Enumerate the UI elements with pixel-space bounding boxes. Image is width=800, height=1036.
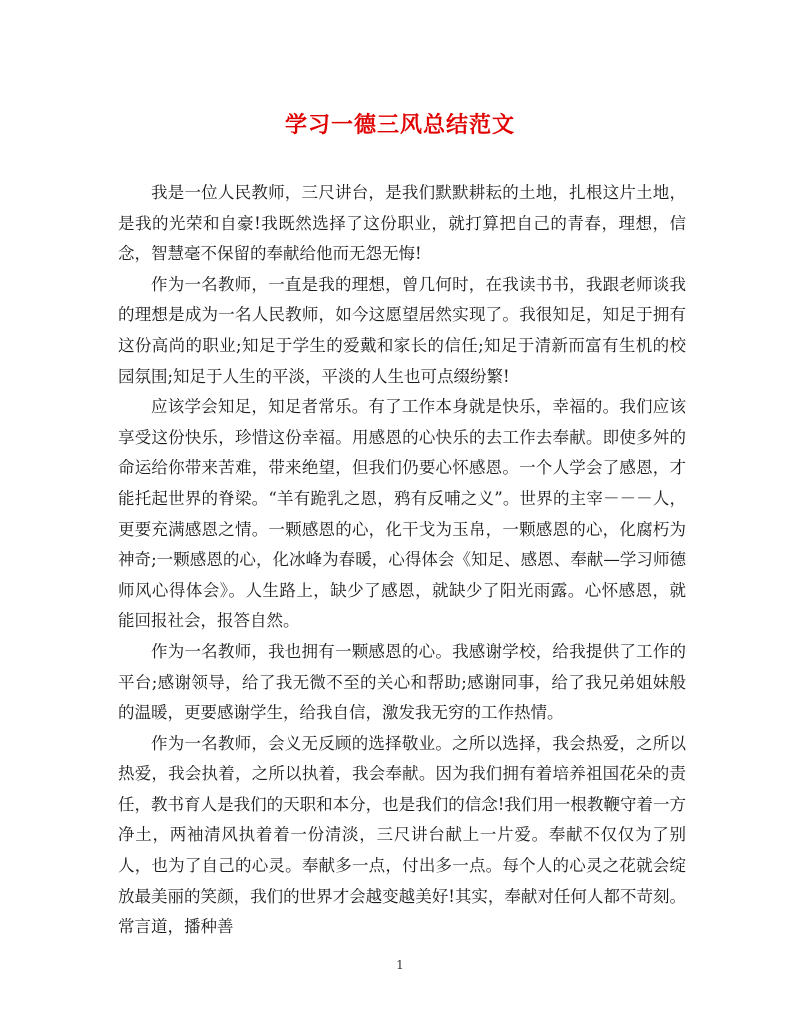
document-body	[118, 178, 686, 943]
document-title: 学习一德三风总结范文	[284, 113, 515, 138]
paragraph-4: 作为一名教师，我也拥有一颗感恩的心。我感谢学校，给我提供了工作的平台;感谢领导，给了我无微不至的关心和帮助;感谢同事，给了我兄弟姐妹般的温暖，更要感谢学生，给我自信，激发我无穷的工作热情。	[118, 641, 686, 723]
paragraph-1: 我是一位人民教师，三尺讲台，是我们默默耕耘的土地，扎根这片土地，是我的光荣和自豪!我既然选择了这份职业，就打算把自己的青春，理想，信念，智慧毫不保留的奉献给他而无怨无悔!	[118, 183, 686, 264]
paragraph-2: 作为一名教师，一直是我的理想，曾几何时，在我读书书，我跟老师谈我的理想是成为一名人民教师，如今这愿望居然实现了。我很知足，知足于拥有这份高尚的职业;知足于学生的爱戴和家长的信任;知足于清新而富有生机的校园氛围;知足于人生的平淡，平淡的人生也可点缀纷繁!	[118, 274, 686, 386]
paragraph-5: 作为一名教师，会义无反顾的选择敬业。之所以选择，我会热爱，之所以热爱，我会执着，之所以执着，我会奉献。因为我们拥有着培养祖国花朵的责任，教书育人是我们的天职和本分，也是我们的信念!我们用一根教鞭守着一方净土，两袖清风执着着一份清淡，三尺讲台献上一片爱。奉献不仅仅为了别人，也为了自己的心灵。奉献多一点，付出多一点。每个人的心灵之花就会绽放最美丽的笑颜，我们的世界才会越变越美好!其实，奉献对任何人都不苛刻。常言道，播种善	[118, 733, 686, 937]
page-number: 1	[396, 958, 404, 972]
paragraph-3: 应该学会知足，知足者常乐。有了工作本身就是快乐，幸福的。我们应该享受这份快乐，珍惜这份幸福。用感恩的心快乐的去工作去奉献。即使多舛的命运给你带来苦难，带来绝望，但我们仍要心怀感恩。一个人学会了感恩，才能托起世界的脊梁。“羊有跪乳之恩，鸦有反哺之义”。世界的主宰－－－人，更要充满感恩之情。一颗感恩的心，化干戈为玉帛，一颗感恩的心，化腐朽为神奇;一颗感恩的心，化冰峰为春暖，心得体会《知足、感恩、奉献—学习师德师风心得体会》。人生路上，缺少了感恩，就缺少了阳光雨露。心怀感恩，就能回报社会，报答自然。	[118, 397, 686, 631]
